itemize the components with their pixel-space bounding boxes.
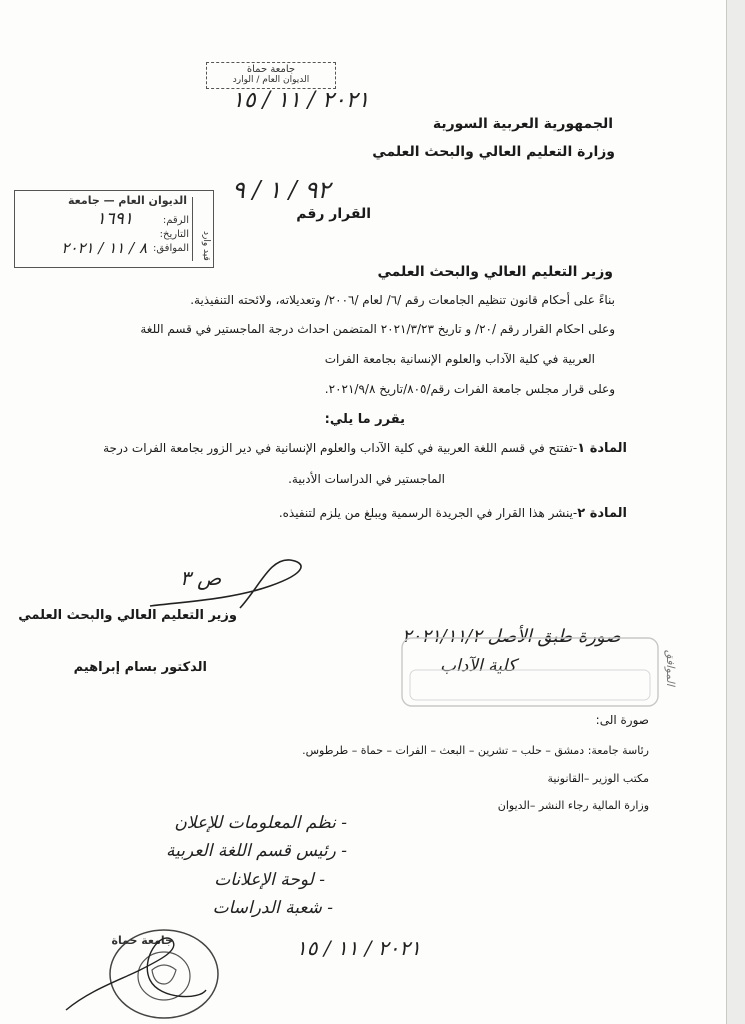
decision-reference-line1: وعلى احكام القرار رقم /٢٠/ و تاريخ ٢٠٢١/٣/٢٣ المتضمن احداث درجة الماجستير في قسم اللغة: [140, 322, 615, 336]
decision-reference-line2: العربية في كلية الآداب والعلوم الإنسانية بجامعة الفرات: [324, 352, 595, 366]
article-1-continued: الماجستير في الدراسات الأدبية.: [288, 472, 445, 486]
article-2-label: المادة ٢: [577, 506, 627, 521]
handwritten-date-bottom: ٢٠٢١ / ١١ / ١٥: [296, 936, 421, 960]
article-2: [279, 506, 627, 521]
side-note: الموافق: [664, 650, 677, 686]
handwritten-list-item: - شعبة الدراسات: [212, 898, 333, 918]
registration-stamp-side: قيد وارد: [192, 197, 211, 261]
faint-faculty-stamp: [400, 636, 660, 710]
handwritten-list-item: - نظم المعلومات للإعلان: [174, 813, 347, 833]
article-1-label: المادة ١: [577, 441, 627, 456]
signature-minister-title: وزير التعليم العالي والبحث العلمي: [18, 608, 237, 623]
based-on-law: بناءً على أحكام قانون تنظيم الجامعات رقم /٦/ لعام /٢٠٠٦/ وتعديلاته، ولائحته التنفيذية.: [190, 293, 615, 307]
stamp-label-agreed: الموافق:: [152, 243, 189, 254]
scan-edge: [726, 0, 745, 1024]
top-stamp: [206, 62, 336, 89]
bottom-signature: [60, 930, 210, 1020]
decision-number-handwritten: ٩٢ / ١ / ٩: [232, 176, 331, 204]
article-1-text: -تفتتح في قسم اللغة العربية في كلية الآداب والعلوم الإنسانية في دير الزور بجامعة الفرات درجة: [103, 441, 578, 455]
handwritten-list-item: - لوحة الإعلانات: [214, 870, 325, 890]
registration-stamp-title: الديوان العام — جامعة: [68, 194, 187, 207]
copies-line-1: رئاسة جامعة: دمشق – حلب – تشرين – البعث – الفرات – حماة – طرطوس.: [302, 744, 649, 757]
copies-heading: صورة الى:: [595, 713, 649, 727]
decides-heading: يقرر ما يلي:: [324, 412, 405, 427]
minister-title: وزير التعليم العالي والبحث العلمي: [377, 264, 613, 280]
decision-number-label: القرار رقم: [296, 206, 371, 222]
article-1: [103, 441, 627, 456]
header-ministry: وزارة التعليم العالي والبحث العلمي: [372, 144, 615, 160]
top-stamp-line: جامعة حماة: [246, 64, 296, 75]
top-stamp-line: الديوان العام / الوارد: [232, 75, 310, 85]
stamp-value-agreed: ٨ / ١١ / ٢٠٢١: [61, 239, 147, 257]
header-republic: الجمهورية العربية السورية: [432, 116, 613, 132]
stamp-label-date: التاريخ:: [159, 229, 189, 240]
stamp-value-number: ١٦٩١: [96, 209, 133, 229]
stamp-label-number: الرقم:: [162, 215, 189, 226]
handwritten-date-top: ٢٠٢١ / ١١ / ١٥: [232, 88, 370, 113]
copies-line-3: وزارة المالية رجاء النشر –الديوان: [497, 799, 649, 812]
article-2-text: -ينشر هذا القرار في الجريدة الرسمية ويبلغ من يلزم لتنفيذه.: [278, 506, 578, 520]
registration-stamp: [14, 190, 214, 268]
signature-name: الدكتور بسام إبراهيم: [73, 660, 207, 675]
signature-mark: ص ٣: [180, 566, 222, 590]
faculty-note: كلية الآداب: [440, 656, 517, 676]
bottom-stamp-text: جامعة حماة: [111, 934, 173, 947]
handwritten-list-item: - رئيس قسم اللغة العربية: [165, 841, 347, 861]
council-reference: وعلى قرار مجلس جامعة الفرات رقم/٨٠٥/تاريخ ٢٠٢١/٩/٨.: [324, 382, 615, 396]
certified-copy-note: صورة طبق الأصل ٢٠٢١/١١/٢: [402, 626, 621, 647]
copies-line-2: مكتب الوزير –القانونية: [547, 772, 649, 785]
